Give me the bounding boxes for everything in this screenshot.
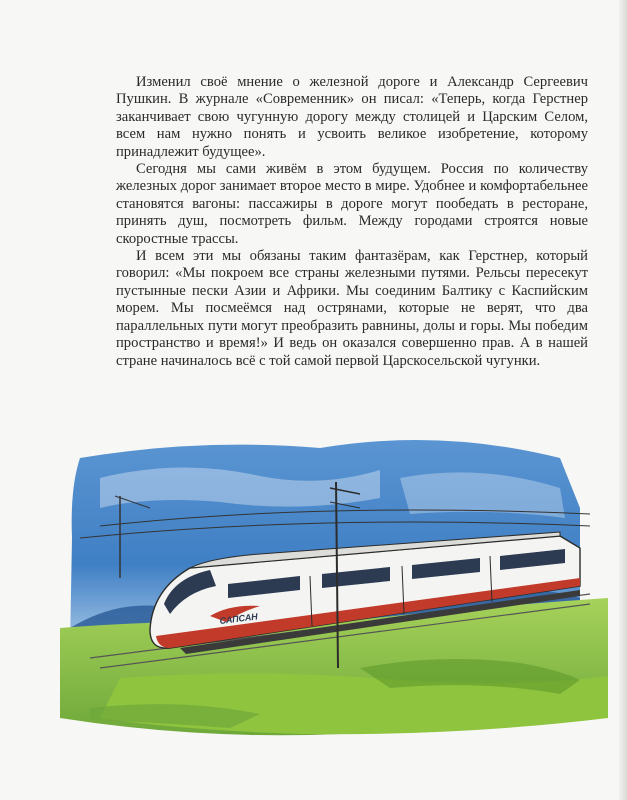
paragraph-1: Изменил своё мнение о железной дороге и Александр Сергеевич Пушкин. В журнале «Современник» он писал: «Теперь, когда Герстнер заканчивает свою чугунную дорогу между столицей и Царским Селом, всем нам нужно понять и усвоить великое изобретение, которому принадлежит будущее». [116,74,588,160]
page-edge-shadow [619,0,627,800]
paragraph-3: И всем эти мы обязаны таким фантазёрам, как Герстнер, который говорил: «Мы покроем все страны железными путями. Рельсы пересекут пустынные пески Азии и Африки. Мы соединим Балтику с Каспийским морем. Мы посмеёмся над острянами, которые не верят, что два параллельных пути могут преобразить равнины, долы и горы. Мы победим пространство и время!» И ведь он оказался совершенно прав. А в нашей стране начиналось всё с той самой первой Царскосельской чугунки. [116,248,588,369]
train-logo-text: САПСАН [219,611,259,626]
body-text [116,74,588,370]
paragraph-2: Сегодня мы сами живём в этом будущем. Россия по количеству железных дорог занимает второе место в мире. Удобнее и комфортабельнее становятся вагоны: пассажиры в дороге могут пообедать в ресторане, принять душ, посмотреть фильм. Между городами строятся новые скоростные трассы. [116,161,588,247]
sapsan-train-illustration [60,418,608,748]
